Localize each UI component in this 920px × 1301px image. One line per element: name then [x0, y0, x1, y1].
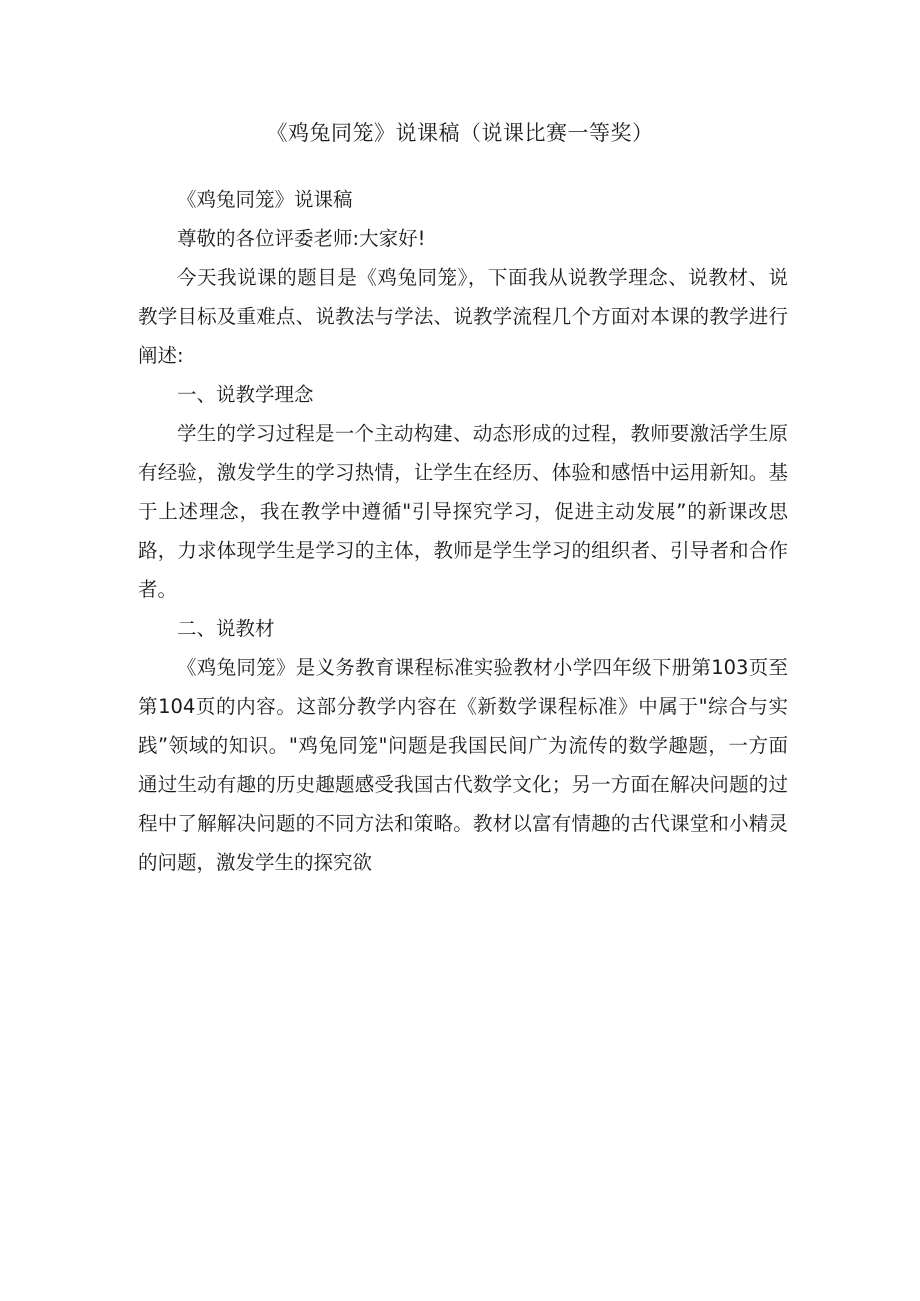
- section-heading-teaching-philosophy: 一、说教学理念: [177, 383, 314, 406]
- section-heading-textbook: 二、说教材: [177, 617, 275, 640]
- paragraph-subtitle: 《鸡兔同笼》说课稿: [177, 188, 353, 211]
- document-body: [138, 180, 788, 882]
- paragraph-teaching-philosophy: 学生的学习过程是一个主动构建、动态形成的过程，教师要激活学生原有经验，激发学生的学习热情，让学生在经历、体验和感悟中运用新知。基于上述理念，我在教学中遵循"引导探究学习，促进主动发展”的新课改思路，力求体现学生是学习的主体，教师是学生学习的组织者、引导者和合作者。: [138, 422, 788, 601]
- paragraph-greeting: 尊敬的各位评委老师:大家好!: [177, 227, 426, 250]
- document-title: 《鸡兔同笼》说课稿（说课比赛一等奖）: [266, 121, 654, 145]
- paragraph-textbook: 《鸡兔同笼》是义务教育课程标准实验教材小学四年级下册第103页至第104页的内容。这部分教学内容在《新数学课程标准》中属于"综合与实践”领域的知识。"鸡兔同笼"问题是我国民间广为流传的数学趣题，一方面通过生动有趣的历史趣题感受我国古代数学文化；另一方面在解决问题的过程中了解解决问题的不同方法和策略。教材以富有情趣的古代课堂和小精灵的问题，激发学生的探究欲: [138, 656, 788, 874]
- paragraph-intro: 今天我说课的题目是《鸡兔同笼》，下面我从说教学理念、说教材、说教学目标及重难点、说教法与学法、说教学流程几个方面对本课的教学进行阐述:: [138, 266, 788, 367]
